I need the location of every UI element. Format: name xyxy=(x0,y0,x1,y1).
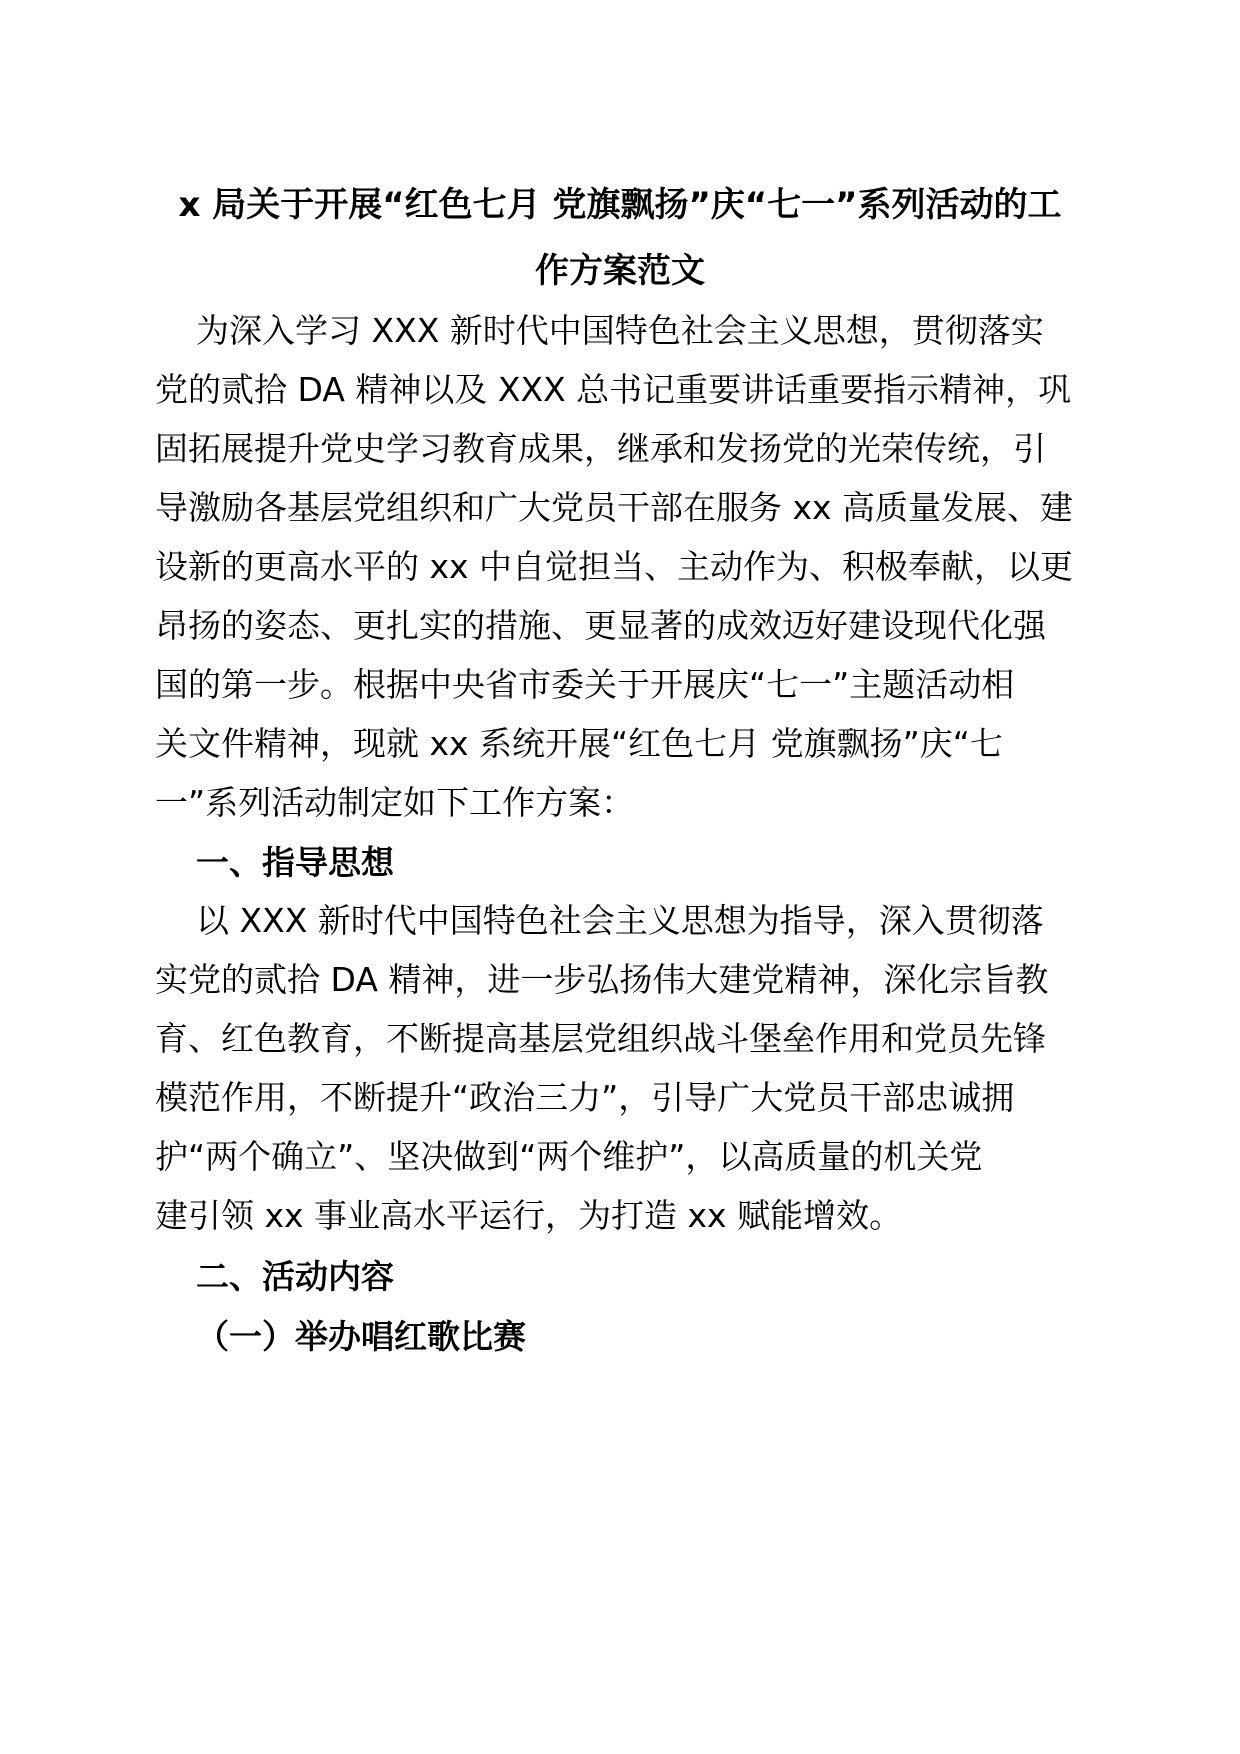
paragraph-line: 为深入学习 XXX 新时代中国特色社会主义思想，贯彻落实 xyxy=(196,311,1044,350)
paragraph-line: 昂扬的姿态、更扎实的措施、更显著的成效迈好建设现代化强 xyxy=(155,606,1046,645)
paragraph-line: 育、红色教育，不断提高基层党组织战斗堡垒作用和党员先锋 xyxy=(155,1019,1046,1058)
paragraph-line: 设新的更高水平的 xx 中自觉担当、主动作为、积极奉献，以更 xyxy=(155,547,1074,586)
paragraph-line: 实党的贰拾 DA 精神，进一步弘扬伟大建党精神，深化宗旨教 xyxy=(155,960,1049,999)
paragraph-line: 导激励各基层党组织和广大党员干部在服务 xx 高质量发展、建 xyxy=(155,488,1074,527)
paragraph-line: 一”系列活动制定如下工作方案： xyxy=(155,783,635,822)
paragraph-line: 模范作用，不断提升“政治三力”，引导广大党员干部忠诚拥 xyxy=(155,1078,1015,1117)
paragraph-line: 党的贰拾 DA 精神以及 XXX 总书记重要讲话重要指示精神，巩 xyxy=(155,370,1072,409)
title-line-1: x 局关于开展“红色七月 党旗飘扬”庆“七一”系列活动的工 xyxy=(178,185,1062,225)
title-line-2: 作方案范文 xyxy=(535,251,705,291)
paragraph-line: 国的第一步。根据中央省市委关于开展庆“七一”主题活动相 xyxy=(155,665,1015,704)
document-title xyxy=(155,172,1085,304)
paragraph-line: 建引领 xx 事业高水平运行，为打造 xx 赋能增效。 xyxy=(155,1196,903,1235)
paragraph-line: 固拓展提升党史学习教育成果，继承和发扬党的光荣传统，引 xyxy=(155,429,1046,468)
section-heading-activity-content: 二、活动内容 xyxy=(196,1257,394,1296)
sub-heading-red-song-contest: （一）举办唱红歌比赛 xyxy=(196,1317,526,1356)
paragraph-line: 以 XXX 新时代中国特色社会主义思想为指导，深入贯彻落 xyxy=(196,901,1044,940)
paragraph-line: 护“两个确立”、坚决做到“两个维护”，以高质量的机关党 xyxy=(155,1137,983,1176)
section-heading-guiding-ideology: 一、指导思想 xyxy=(196,843,394,882)
paragraph-line: 关文件精神，现就 xx 系统开展“红色七月 党旗飘扬”庆“七 xyxy=(155,724,1003,763)
